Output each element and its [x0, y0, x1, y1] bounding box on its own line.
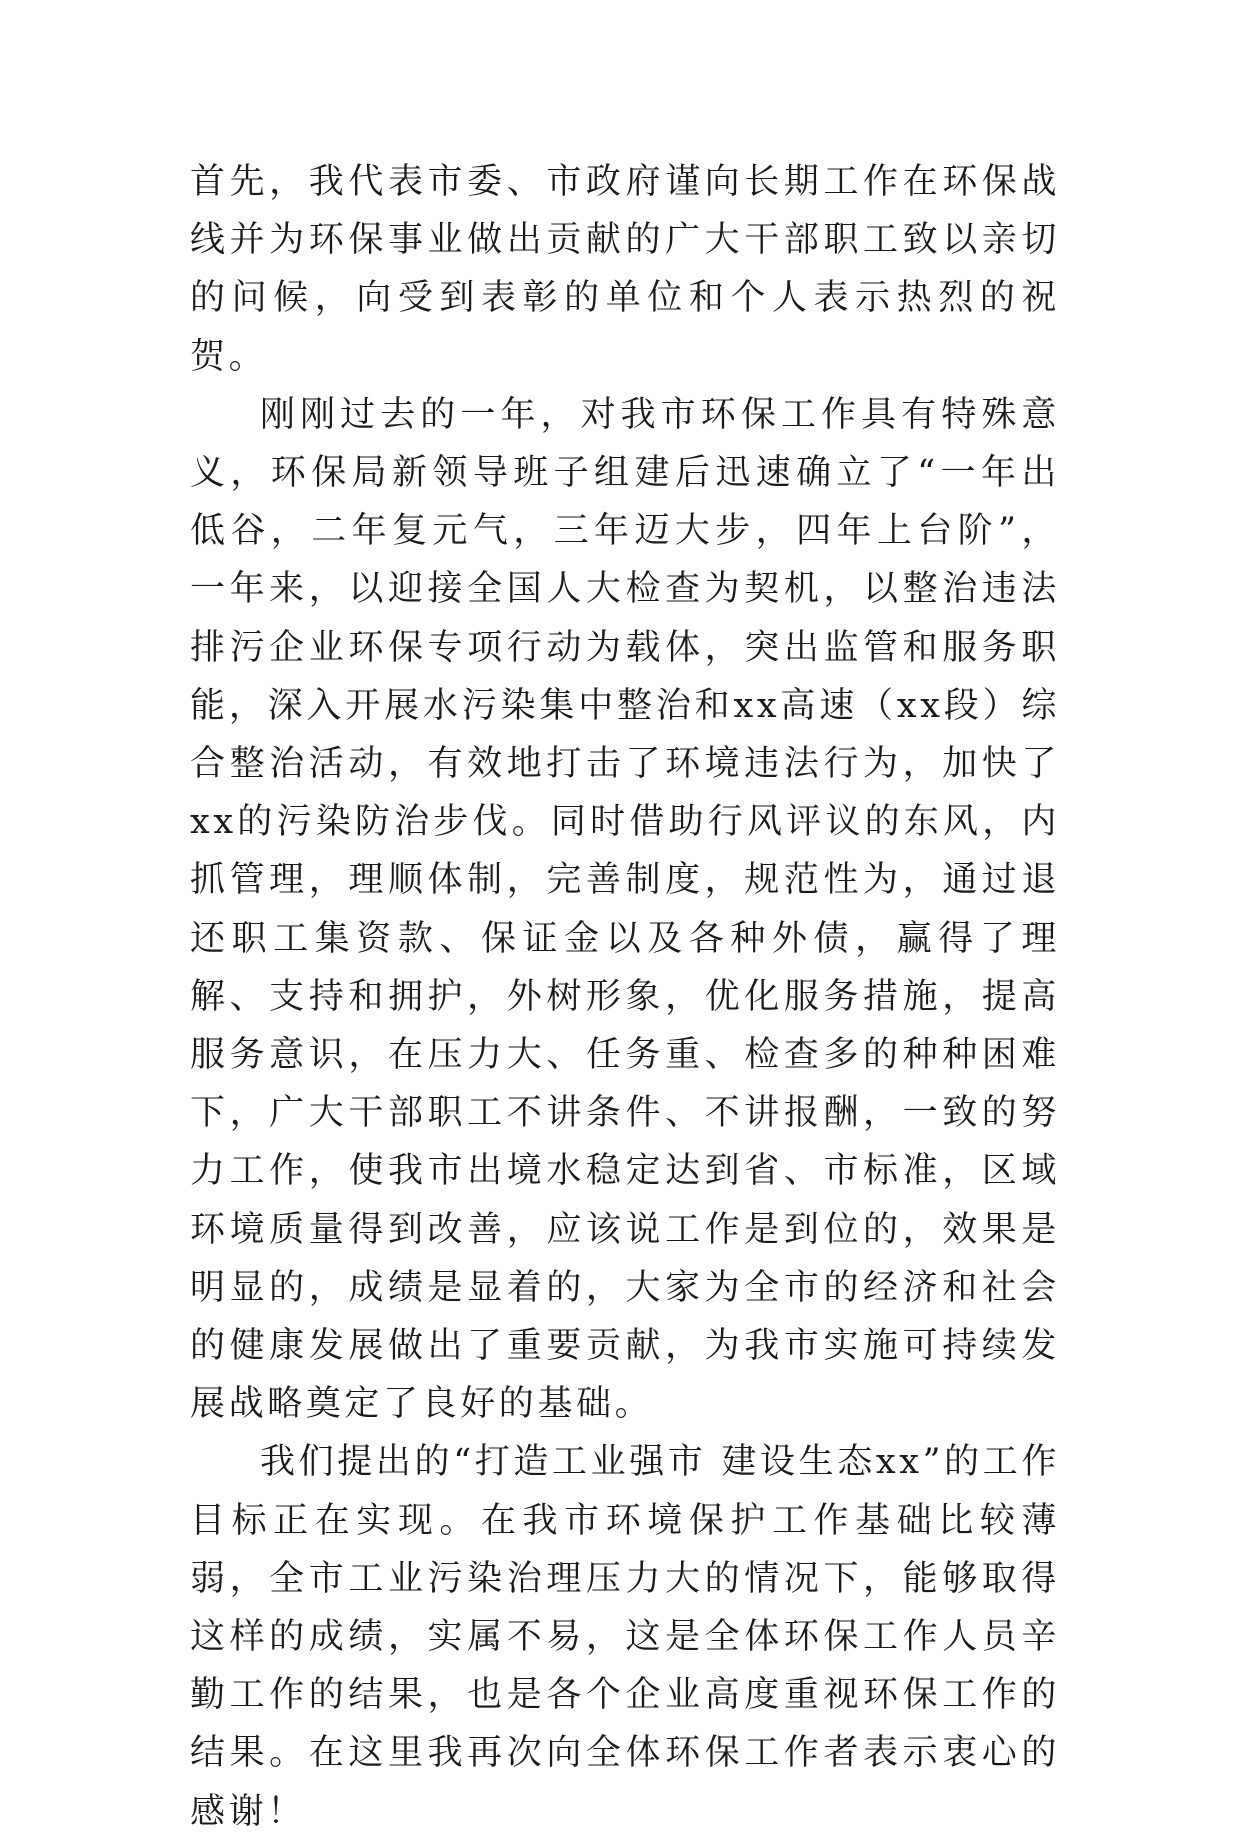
- paragraph-thanks: 我们提出的“打造工业强市 建设生态xx”的工作目标正在实现。在我市环境保护工作基础比较薄弱，全市工业污染治理压力大的情况下，能够取得这样的成绩，实属不易，这是全体环保工作人员辛勤工作的结果，也是各个企业高度重视环保工作的结果。在这里我再次向全体环保工作者表示衷心的感谢！: [190, 1442, 1060, 1832]
- paragraph-greeting: 首先，我代表市委、市政府谨向长期工作在环保战线并为环保事业做出贡献的广大干部职工致以亲切的问候，向受到表彰的单位和个人表示热烈的祝贺。: [190, 162, 1060, 377]
- document-body: [190, 153, 1060, 1841]
- paragraph-achievements: 刚刚过去的一年，对我市环保工作具有特殊意义，环保局新领导班子组建后迅速确立了“一年出低谷，二年复元气，三年迈大步，四年上台阶”，一年来，以迎接全国人大检查为契机，以整治违法排污企业环保专项行动为载体，突出监管和服务职能，深入开展水污染集中整治和xx高速（xx段）综合整治活动，有效地打击了环境违法行为，加快了xx的污染防治步伐。同时借助行风评议的东风，内抓管理，理顺体制，完善制度，规范性为，通过退还职工集资款、保证金以及各种外债，赢得了理解、支持和拥护，外树形象，优化服务措施，提高服务意识，在压力大、任务重、检查多的种种困难下，广大干部职工不讲条件、不讲报酬，一致的努力工作，使我市出境水稳定达到省、市标准，区域环境质量得到改善，应该说工作是到位的，效果是明显的，成绩是显着的，大家为全市的经济和社会的健康发展做出了重要贡献，为我市实施可持续发展战略奠定了良好的基础。: [190, 394, 1060, 1425]
